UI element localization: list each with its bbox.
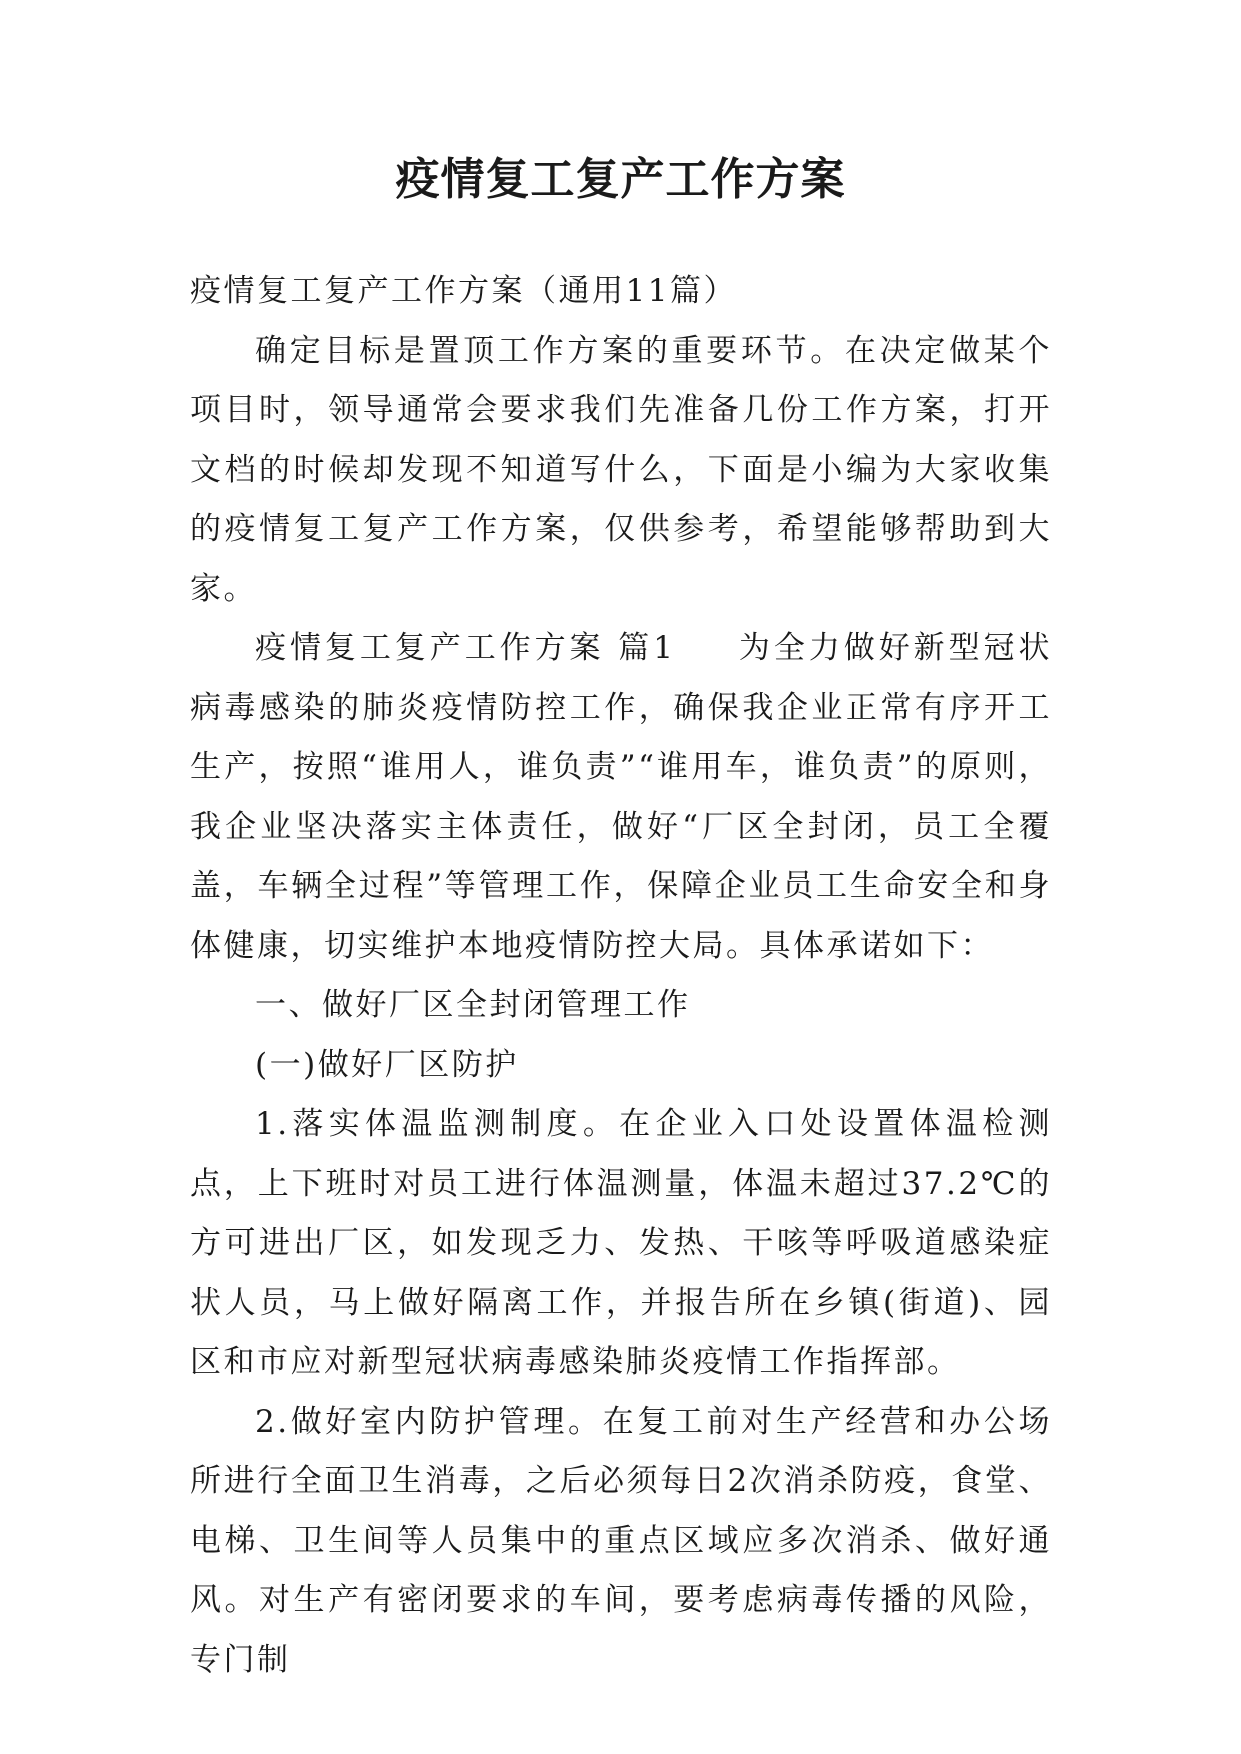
section-heading-1: 一、做好厂区全封闭管理工作 [255,987,691,1023]
list-item-1: 1.落实体温监测制度。在企业入口处设置体温检测点，上下班时对员工进行体温测量，体温未超过37.2℃的方可进出厂区，如发现乏力、发热、干咳等呼吸道感染症状人员，马上做好隔离工作，并报告所在乡镇(街道)、园区和市应对新型冠状病毒感染肺炎疫情工作指挥部。 [190,1106,1052,1380]
article-1-heading: 疫情复工复产工作方案 篇1 [255,630,676,666]
document-body [190,262,1052,1690]
article-1-paragraph [190,619,1052,976]
document-title: 疫情复工复产工作方案 [395,154,846,205]
article-1-lead-text: 为全力做好新型冠状病毒感染的肺炎疫情防控工作，确保我企业正常有序开工生产，按照“谁用人，谁负责”“谁用车，谁负责”的原则，我企业坚决落实主体责任，做好“厂区全封闭，员工全覆盖，车辆全过程”等管理工作，保障企业员工生命安全和身体健康，切实维护本地疫情防控大局。具体承诺如下： [190,630,1053,964]
list-item-2: 2.做好室内防护管理。在复工前对生产经营和办公场所进行全面卫生消毒，之后必须每日2次消杀防疫，食堂、电梯、卫生间等人员集中的重点区域应多次消杀、做好通风。对生产有密闭要求的车间，要考虑病毒传播的风险，专门制 [190,1403,1052,1678]
subsection-heading-1: (一)做好厂区防护 [255,1046,519,1083]
intro-paragraph: 确定目标是置顶工作方案的重要环节。在决定做某个项目时，领导通常会要求我们先准备几份工作方案，打开文档的时候却发现不知道写什么，下面是小编为大家收集的疫情复工复产工作方案，仅供参考，希望能够帮助到大家。 [190,332,1052,607]
document-subtitle: 疫情复工复产工作方案（通用11篇） [190,273,737,309]
